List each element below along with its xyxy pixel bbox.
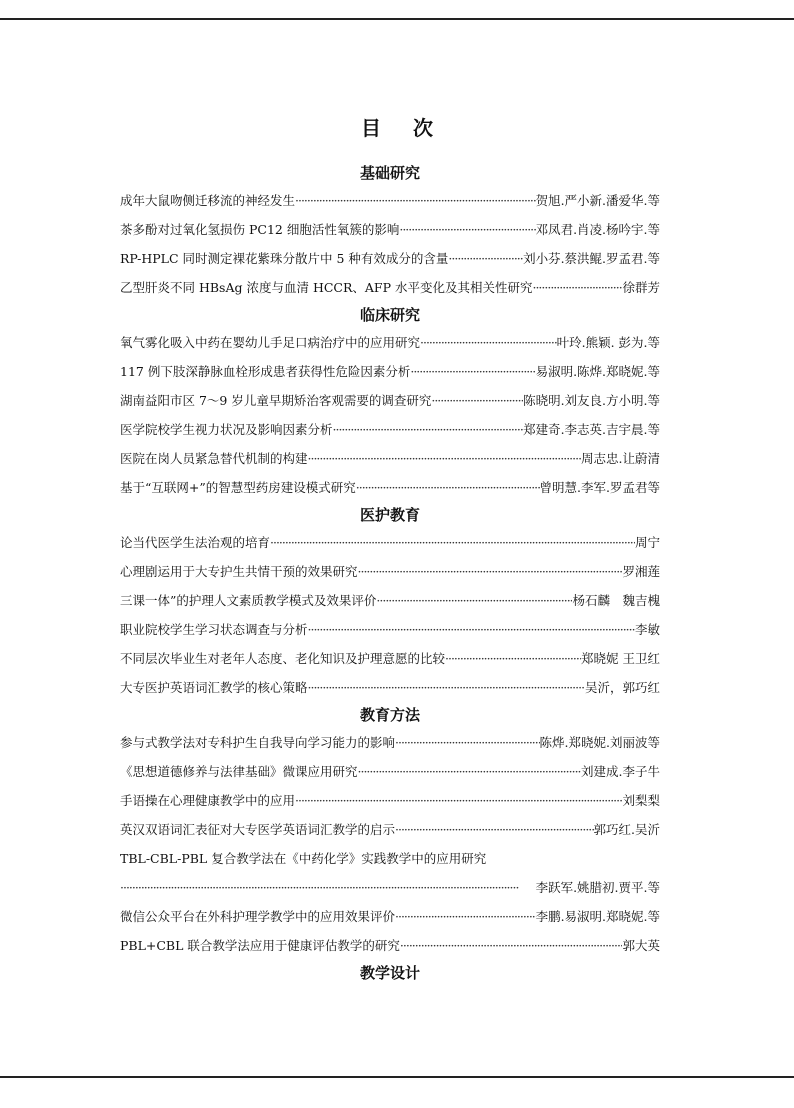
page-title bbox=[0, 112, 794, 141]
toc-entry[interactable] bbox=[120, 557, 660, 586]
entry-authors: 曾明慧.李军.罗孟君等 bbox=[539, 480, 660, 495]
entry-title: 氧气雾化吸入中药在婴幼儿手足口病治疗中的应用研究 bbox=[120, 335, 421, 350]
leader-dots bbox=[395, 902, 536, 931]
page-title-char-1: 目 bbox=[361, 116, 381, 140]
entry-authors: 刘建成.李子牛 bbox=[581, 764, 660, 779]
leader-dots bbox=[333, 415, 524, 444]
page-title-char-2: 次 bbox=[413, 116, 433, 140]
leader-dots bbox=[448, 244, 523, 273]
toc-entry[interactable] bbox=[120, 444, 660, 473]
leader-dots bbox=[420, 328, 557, 357]
entry-authors: 杨石麟 魏吉槐 bbox=[572, 593, 660, 608]
top-rule bbox=[0, 18, 794, 20]
toc-entry[interactable] bbox=[120, 931, 660, 960]
leader-dots bbox=[358, 557, 623, 586]
entry-authors: 吴沂，郭巧红 bbox=[584, 680, 660, 695]
toc-entry[interactable] bbox=[120, 815, 660, 844]
toc-entry[interactable] bbox=[120, 386, 660, 415]
entry-authors: 郭巧红.吴沂 bbox=[593, 822, 660, 837]
toc-entry[interactable] bbox=[120, 244, 660, 273]
leader-dots bbox=[308, 444, 582, 473]
entry-authors: 李跃军.姚腊初.贾平.等 bbox=[535, 880, 660, 895]
toc-entry[interactable] bbox=[120, 328, 660, 357]
entry-title: 手语操在心理健康教学中的应用 bbox=[120, 793, 296, 808]
entry-authors: 李敏 bbox=[634, 622, 660, 637]
leader-dots bbox=[356, 473, 540, 502]
entry-authors: 刘小芬.蔡洪鲲.罗孟君.等 bbox=[523, 251, 660, 266]
leader-dots bbox=[486, 844, 660, 873]
leader-dots bbox=[120, 873, 536, 902]
entry-title: 医学院校学生视力状况及影响因素分析 bbox=[120, 422, 333, 437]
entry-title: 医院在岗人员紧急替代机制的构建 bbox=[120, 451, 308, 466]
entry-authors: 陈烨.郑晓妮.刘丽波等 bbox=[539, 735, 660, 750]
section-heading: 教学设计 bbox=[359, 964, 420, 982]
table-of-contents bbox=[120, 160, 660, 986]
toc-entry[interactable] bbox=[120, 528, 660, 557]
toc-entry[interactable] bbox=[120, 644, 660, 673]
toc-entry[interactable] bbox=[120, 586, 660, 615]
leader-dots bbox=[400, 931, 623, 960]
leader-dots bbox=[445, 644, 581, 673]
entry-title: TBL-CBL-PBL 复合教学法在《中药化学》实践教学中的应用研究 bbox=[120, 851, 487, 866]
toc-entry[interactable] bbox=[120, 902, 660, 931]
entry-title: 心理剧运用于大专护生共情干预的效果研究 bbox=[120, 564, 358, 579]
leader-dots bbox=[270, 528, 635, 557]
entry-title: 《思想道德修养与法律基础》微课应用研究 bbox=[120, 764, 358, 779]
leader-dots bbox=[308, 615, 635, 644]
entry-authors: 罗湘莲 bbox=[622, 564, 660, 579]
leader-dots bbox=[399, 215, 535, 244]
leader-dots bbox=[376, 586, 572, 615]
section-heading: 基础研究 bbox=[359, 164, 420, 182]
entry-title: 职业院校学生学习状态调查与分析 bbox=[120, 622, 308, 637]
entry-title: 论当代医学生法治观的培育 bbox=[120, 535, 271, 550]
toc-entry[interactable] bbox=[120, 415, 660, 444]
entry-authors: 郑晓妮 王卫红 bbox=[581, 651, 660, 666]
entry-authors: 郭大英 bbox=[622, 938, 660, 953]
entry-authors: 贺旭.严小新.潘爱华.等 bbox=[535, 193, 660, 208]
leader-dots bbox=[295, 786, 622, 815]
entry-title: 湖南益阳市区 7～9 岁儿童早期矫治客观需要的调查研究 bbox=[120, 393, 432, 408]
entry-title: 基于“互联网+”的智慧型药房建设模式研究 bbox=[120, 480, 356, 495]
toc-entry[interactable] bbox=[120, 757, 660, 786]
leader-dots bbox=[308, 673, 585, 702]
toc-entry[interactable] bbox=[120, 186, 660, 215]
toc-entry[interactable] bbox=[120, 215, 660, 244]
leader-dots bbox=[395, 815, 594, 844]
entry-title: 不同层次毕业生对老年人态度、老化知识及护理意愿的比较 bbox=[120, 651, 446, 666]
entry-authors: 徐群芳 bbox=[622, 280, 660, 295]
toc-entry[interactable] bbox=[120, 615, 660, 644]
leader-dots bbox=[395, 728, 540, 757]
toc-entry[interactable] bbox=[120, 273, 660, 302]
entry-authors: 刘梨梨 bbox=[622, 793, 660, 808]
toc-entry[interactable] bbox=[120, 357, 660, 386]
entry-authors: 易淑明.陈烨.郑晓妮.等 bbox=[535, 364, 660, 379]
bottom-rule bbox=[0, 1076, 794, 1078]
toc-entry[interactable] bbox=[120, 473, 660, 502]
toc-entry[interactable] bbox=[120, 786, 660, 815]
entry-title: 英汉双语词汇表征对大专医学英语词汇教学的启示 bbox=[120, 822, 396, 837]
section-heading: 教育方法 bbox=[359, 706, 420, 724]
entry-authors: 李鹏.易淑明.郑晓妮.等 bbox=[535, 909, 660, 924]
leader-dots bbox=[295, 186, 536, 215]
entry-title: RP-HPLC 同时测定裸花紫珠分散片中 5 种有效成分的含量 bbox=[120, 251, 449, 266]
toc-entry[interactable] bbox=[120, 728, 660, 757]
leader-dots bbox=[358, 757, 582, 786]
entry-title: 大专医护英语词汇教学的核心策略 bbox=[120, 680, 308, 695]
entry-title: 成年大鼠吻侧迁移流的神经发生 bbox=[120, 193, 296, 208]
entry-title: 三课一体”的护理人文素质教学模式及效果评价 bbox=[120, 593, 377, 608]
entry-title: 参与式教学法对专科护生自我导向学习能力的影响 bbox=[120, 735, 396, 750]
entry-title: 茶多酚对过氧化氢损伤 PC12 细胞活性氧簇的影响 bbox=[120, 222, 400, 237]
entry-title: PBL+CBL 联合教学法应用于健康评估教学的研究 bbox=[120, 938, 400, 953]
entry-title: 微信公众平台在外科护理学教学中的应用效果评价 bbox=[120, 909, 396, 924]
leader-dots bbox=[410, 357, 535, 386]
entry-title: 117 例下肢深静脉血栓形成患者获得性危险因素分析 bbox=[120, 364, 411, 379]
toc-entry[interactable] bbox=[120, 873, 660, 902]
toc-entry[interactable] bbox=[120, 844, 660, 873]
entry-authors: 周宁 bbox=[634, 535, 660, 550]
section-heading: 医护教育 bbox=[359, 506, 420, 524]
leader-dots bbox=[532, 273, 622, 302]
entry-authors: 邓凤君.肖凌.杨吟宇.等 bbox=[535, 222, 660, 237]
toc-entry[interactable] bbox=[120, 673, 660, 702]
entry-authors: 陈晓明.刘友良.方小明.等 bbox=[523, 393, 660, 408]
section-heading: 临床研究 bbox=[359, 306, 420, 324]
entry-authors: 郑建奇.李志英.吉宇晨.等 bbox=[523, 422, 660, 437]
entry-authors: 周志忠.让蔚清 bbox=[581, 451, 660, 466]
leader-dots bbox=[431, 386, 523, 415]
entry-title: 乙型肝炎不同 HBsAg 浓度与血清 HCCR、AFP 水平变化及其相关性研究 bbox=[120, 280, 533, 295]
entry-authors: 叶玲.熊颖. 彭为.等 bbox=[556, 335, 660, 350]
